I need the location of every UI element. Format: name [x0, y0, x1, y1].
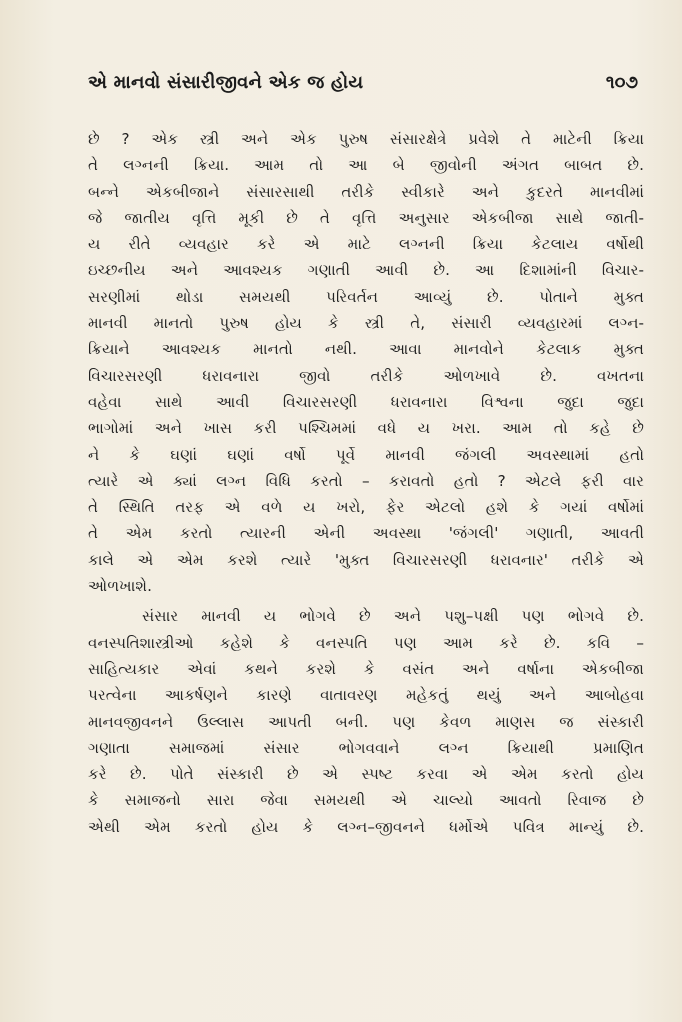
text-line: ને કે ઘણાં ઘણાં વર્ષો પૂર્વે માનવી જંગલી અવસ્થામાં હતો [88, 445, 644, 464]
text-line: ય રીતે વ્યવહાર કરે એ માટે લગ્નની ક્રિયા કેટલાય વર્ષોથી [88, 235, 644, 254]
text-line: ગણાતા સમાજમાં સંસાર ભોગવવાને લગ્ન ક્રિયાથી પ્રમાણિત [88, 738, 644, 757]
text-line: સરણીમાં થોડા સમયથી પરિવર્તન આવ્યું છે. પોતાને મુક્ત [88, 287, 644, 306]
text-line: માનવજીવનને ઉલ્લાસ આપતી બની. પણ કેવળ માણસ જ સંસ્કારી [88, 712, 644, 731]
text-line: ક્રિયાને આવશ્યક માનતો નથી. આવા માનવોને કેટલાક મુક્ત [88, 340, 644, 359]
text-line: કરે છે. પોતે સંસ્કારી છે એ સ્પષ્ટ કરવા એ એમ કરતો હોય [88, 765, 644, 784]
text-line: ભાગોમાં અને ખાસ કરી પશ્ચિમમાં વધે ય ખરા. આમ તો કહે છે [88, 419, 644, 438]
text-line: સંસાર માનવી ય ભોગવે છે અને પશુ–પક્ષી પણ ભોગવે છે. [142, 607, 644, 626]
text-line: પરત્વેના આકર્ષણને કારણે વાતાવરણ મહેકતું થયું અને આબોહવા [88, 686, 644, 705]
paragraph-1 [88, 126, 644, 599]
body-text [88, 126, 644, 840]
text-line: બન્ને એકબીજાને સંસારસાથી તરીકે સ્વીકારે અને કુદરતે માનવીમાં [88, 182, 644, 201]
text-line: વિચારસરણી ધરાવનારા જીવો તરીકે ઓળખાવે છે. વખતના [88, 366, 644, 385]
text-line: તે લગ્નની ક્રિયા. આમ તો આ બે જીવોની અંગત બાબત છે. [88, 156, 644, 175]
text-line: વહેવા સાથે આવી વિચારસરણી ધરાવનારા વિશ્વના જુદા જુદા [88, 392, 644, 411]
text-line: કાલે એ એમ કરશે ત્યારે 'મુક્ત વિચારસરણી ધરાવનાર' તરીકે એ [88, 550, 644, 569]
text-line: જે જાતીય વૃત્તિ મૂકી છે તે વૃત્તિ અનુસાર એકબીજા સાથે જાતી- [88, 208, 644, 227]
text-line: સાહિત્યકાર એવાં કથને કરશે કે વસંત અને વર્ષાના એકબીજા [88, 659, 644, 678]
text-line: છે ? એક સ્ત્રી અને એક પુરુષ સંસારક્ષેત્રે પ્રવેશે તે માટેની ક્રિયા [88, 130, 644, 148]
running-title: એ માનવો સંસારીજીવને એક જ હોય [88, 72, 364, 93]
text-line: તે એમ કરતો ત્યારની એની અવસ્થા 'જંગલી' ગણાતી, આવતી [88, 524, 644, 543]
page-header [88, 70, 638, 104]
text-line: ત્યારે એ ક્યાં લગ્ન વિધિ કરતો – કરાવતો હતો ? એટલે ફરી વાર [88, 471, 644, 490]
text-line: એથી એમ કરતો હોય કે લગ્ન–જીવનને ધર્મોએ પવિત્ર માન્યું છે. [88, 817, 644, 836]
text-line: વનસ્પતિશાસ્ત્રીઓ કહેશે કે વનસ્પતિ પણ આમ કરે છે. કવિ – [88, 633, 644, 652]
text-line: કે સમાજનો સારા જેવા સમયથી એ ચાલ્યો આવતો રિવાજ છે [88, 791, 644, 810]
page-number: ૧૦૭ [605, 72, 638, 93]
paragraph-2 [88, 603, 644, 840]
text-line: ઇચ્છનીય અને આવશ્યક ગણાતી આવી છે. આ દિશામાંની વિચાર- [88, 261, 644, 280]
text-line: માનવી માનતો પુરુષ હોય કે સ્ત્રી તે, સંસારી વ્યવહારમાં લગ્ન- [88, 314, 644, 333]
text-line: ઓળખાશે. [88, 577, 152, 596]
text-line: તે સ્થિતિ તરફ એ વળે ય ખરો, ફેર એટલો હશે કે ગયાં વર્ષોમાં [88, 498, 644, 517]
